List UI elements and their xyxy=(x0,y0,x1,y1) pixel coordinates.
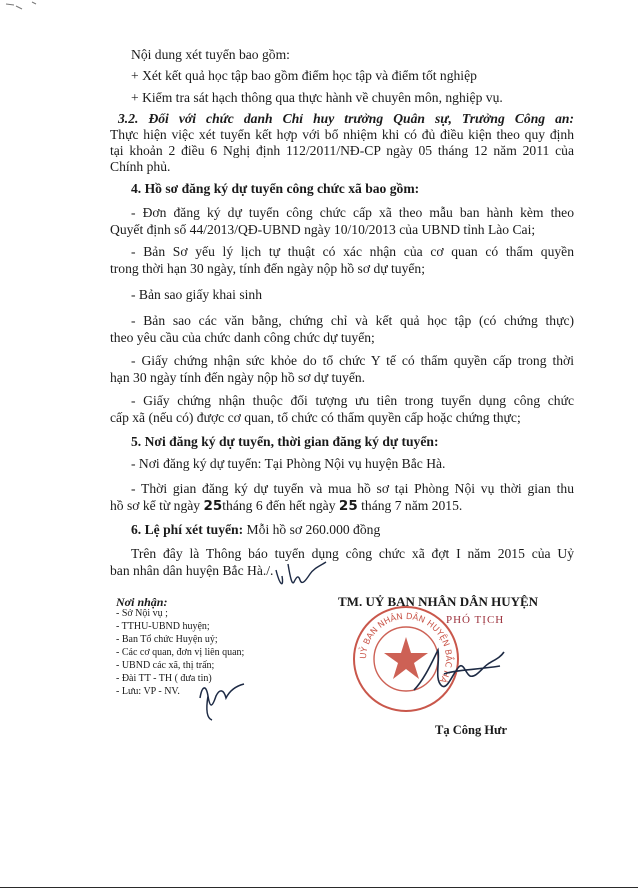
registration-time-line xyxy=(110,498,462,514)
requirement-line: - Giấy chứng nhận thuộc đối tượng ưu tiên trong tuyển dụng công chức xyxy=(131,393,574,408)
requirement-line: theo yêu cầu của chức danh công chức dự tuyển; xyxy=(110,330,375,345)
registration-time-text: hồ sơ kể từ ngày xyxy=(110,498,204,513)
signer-name: Tạ Công Hưr xyxy=(435,723,508,737)
section-4-heading: 4. Hồ sơ đăng ký dự tuyển công chức xã bao gồm: xyxy=(131,181,420,196)
subsection-3-2-line: tại khoản 2 điều 6 Nghị định 112/2011/NĐ-CP ngày 05 tháng 12 năm 2011 của xyxy=(110,143,574,158)
section-5-heading: 5. Nơi đăng ký dự tuyển, thời gian đăng ký dự tuyển: xyxy=(131,434,439,449)
requirement-line: hạn 30 ngày tính đến ngày nộp hồ sơ dự tuyển. xyxy=(110,370,366,385)
requirement-line: - Giấy chứng nhận sức khỏe do tổ chức Y tế có thẩm quyền cấp trong thời xyxy=(131,353,574,368)
requirement-line: Quyết định số 44/2013/QĐ-UBND ngày 10/10/2013 của UBND tỉnh Lào Cai; xyxy=(110,222,536,237)
signature-position: PHÓ TỊCH xyxy=(446,614,505,626)
closing-line: Trên đây là Thông báo tuyển dụng công chức xã đợt I năm 2015 của Uỷ xyxy=(131,546,574,561)
registration-time-line: - Thời gian đăng ký dự tuyển và mua hồ sơ tại Phòng Nội vụ thời gian thu xyxy=(131,481,574,496)
registration-time-text: tháng 6 đến hết ngày xyxy=(222,498,339,513)
seal-text: UỶ BAN NHÂN DÂN HUYỆN BẮC HÀ xyxy=(358,611,454,685)
recipients-title: Nơi nhận: xyxy=(116,595,168,609)
scan-bottom-edge xyxy=(0,887,638,888)
recipient-item: - Lưu: VP - NV. xyxy=(116,686,180,697)
handwritten-end-day: 25 xyxy=(338,498,358,514)
content-intro: Nội dung xét tuyển bao gồm: xyxy=(131,47,290,62)
subsection-3-2-title: 3.2. Đối với chức danh Chỉ huy trưởng Quân sự, Trưởng Công an: xyxy=(118,111,574,126)
recipient-item: - Đài TT - TH ( đưa tin) xyxy=(116,673,212,684)
requirement-line: - Bản Sơ yếu lý lịch tự thuật có xác nhận của cơ quan có thẩm quyền xyxy=(131,244,574,259)
initials-signature-icon xyxy=(270,556,330,596)
requirement-line: - Bản sao các văn bằng, chứng chỉ và kết quả học tập (có chứng thực) xyxy=(131,313,574,328)
requirement-line: cấp xã (nếu có) được cơ quan, tổ chức có thẩm quyền cấp hoặc chứng thực; xyxy=(110,410,521,425)
recipient-item: - Sở Nội vụ ; xyxy=(116,608,168,619)
subsection-3-2-line: Thực hiện việc xét tuyển kết hợp với bổ nhiệm khi có đủ điều kiện theo quy định xyxy=(110,127,574,142)
application-fee: Mỗi hồ sơ 260.000 đồng xyxy=(243,522,381,537)
official-signature-icon xyxy=(404,640,508,702)
initials-signature-icon xyxy=(196,678,248,722)
requirement-line: trong thời hạn 30 ngày, tính đến ngày nộp hồ sơ dự tuyển; xyxy=(110,261,425,276)
recipient-item: - Ban Tổ chức Huyện uỷ; xyxy=(116,634,218,645)
requirement-line: - Bản sao giấy khai sinh xyxy=(131,287,263,302)
scan-mark-icon xyxy=(4,0,44,20)
requirement-line: - Đơn đăng ký dự tuyển công chức cấp xã theo mẫu ban hành kèm theo xyxy=(131,205,574,220)
criteria-bullet-2: + Kiểm tra sát hạch thông qua thực hành về chuyên môn, nghiệp vụ. xyxy=(131,90,503,105)
recipient-item: - TTHU-UBND huyện; xyxy=(116,621,210,632)
section-6-line xyxy=(131,522,380,538)
criteria-bullet-1: + Xét kết quả học tập bao gồm điểm học tập và điểm tốt nghiệp xyxy=(131,68,477,83)
registration-place: - Nơi đăng ký dự tuyển: Tại Phòng Nội vụ huyện Bắc Hà. xyxy=(131,456,446,471)
section-6-heading: 6. Lệ phí xét tuyển: xyxy=(131,522,244,537)
subsection-3-2-line: Chính phủ. xyxy=(110,159,171,174)
registration-time-text: tháng 7 năm 2015. xyxy=(357,498,463,513)
closing-line: ban nhân dân huyện Bắc Hà./. xyxy=(110,563,274,578)
recipient-item: - UBND các xã, thị trấn; xyxy=(116,660,215,671)
handwritten-start-day: 25 xyxy=(203,498,223,514)
recipient-item: - Các cơ quan, đơn vị liên quan; xyxy=(116,647,245,658)
signature-org: TM. UỶ BAN NHÂN DÂN HUYỆN xyxy=(338,594,539,609)
